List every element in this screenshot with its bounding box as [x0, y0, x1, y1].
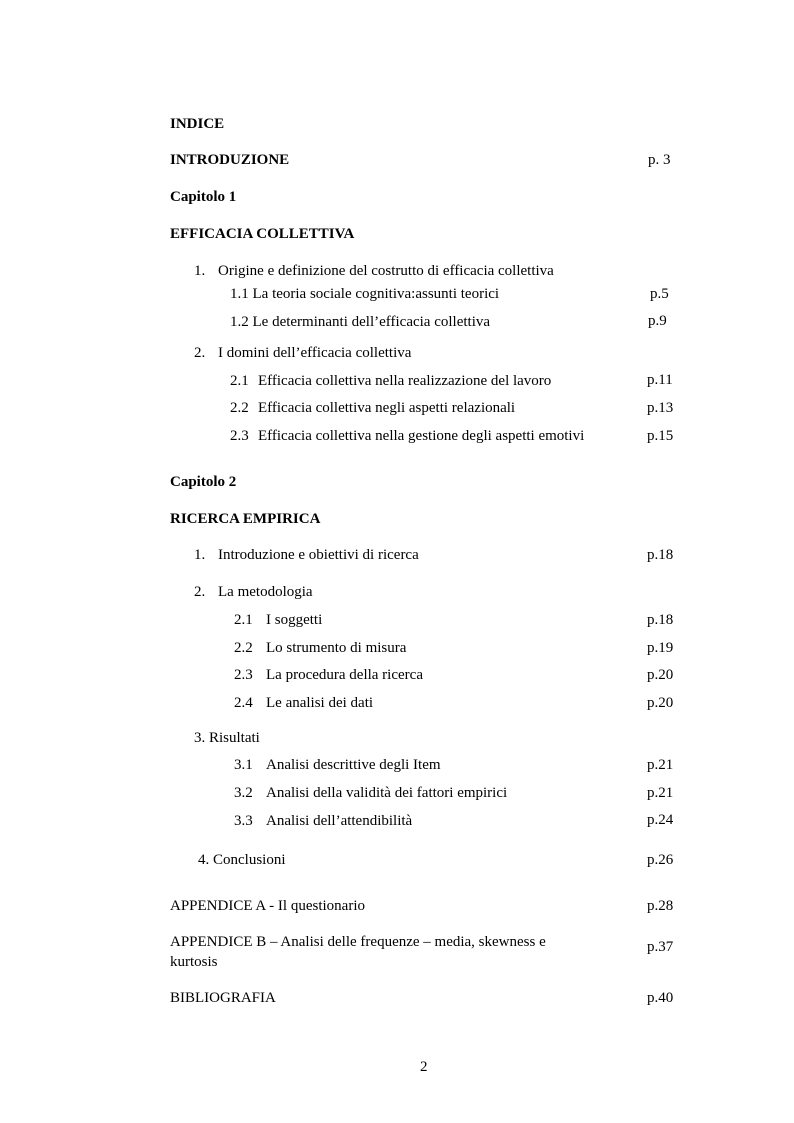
- ch2-s2-sub4-label: Le analisi dei dati: [266, 695, 374, 711]
- ch2-s2-num: 2.: [194, 584, 206, 600]
- ch1-s2-label: I domini dell’efficacia collettiva: [218, 345, 412, 361]
- appendix-b-page: p.37: [647, 939, 674, 955]
- bibliography-page: p.40: [647, 990, 674, 1006]
- ch2-s2-sub3-page: p.20: [647, 667, 674, 683]
- ch2-s2-sub2-page: p.19: [647, 640, 674, 656]
- ch1-s2-sub3-num: 2.3: [230, 428, 249, 444]
- ch2-s2-sub2-num: 2.2: [234, 640, 253, 656]
- ch1-s2-sub2-label: Efficacia collettiva negli aspetti relazionali: [258, 400, 516, 416]
- ch2-s2-sub3-num: 2.3: [234, 667, 253, 683]
- ch2-s4-label: 4. Conclusioni: [198, 852, 286, 868]
- ch1-s2-sub1-page: p.11: [647, 372, 673, 388]
- ch2-s2-sub3-label: La procedura della ricerca: [266, 667, 423, 683]
- ch1-s1-sub1-page: p.5: [650, 286, 669, 302]
- appendix-b-line1: APPENDICE B – Analisi delle frequenze – media, skewness e: [170, 934, 546, 950]
- toc-introduction-label: INTRODUZIONE: [170, 152, 290, 168]
- ch2-s2-sub4-page: p.20: [647, 695, 674, 711]
- ch2-s2-sub4-num: 2.4: [234, 695, 253, 711]
- ch2-s1-label: Introduzione e obiettivi di ricerca: [218, 547, 419, 563]
- ch1-s2-sub3-page: p.15: [647, 428, 674, 444]
- ch1-s1-num: 1.: [194, 263, 206, 279]
- ch2-s3-sub3-page: p.24: [647, 812, 674, 828]
- ch1-s1-label: Origine e definizione del costrutto di efficacia collettiva: [218, 263, 554, 279]
- appendix-a-page: p.28: [647, 898, 674, 914]
- ch2-s3-sub3-num: 3.3: [234, 813, 253, 829]
- chapter2-label: Capitolo 2: [170, 474, 237, 490]
- ch2-s3-label: 3. Risultati: [194, 730, 260, 746]
- chapter2-title: RICERCA EMPIRICA: [170, 511, 321, 527]
- ch2-s2-sub2-label: Lo strumento di misura: [266, 640, 407, 656]
- index-title: INDICE: [170, 116, 225, 132]
- ch2-s1-page: p.18: [647, 547, 674, 563]
- ch2-s3-sub1-num: 3.1: [234, 757, 253, 773]
- ch1-s2-sub2-num: 2.2: [230, 400, 249, 416]
- ch2-s2-sub1-page: p.18: [647, 612, 674, 628]
- chapter1-title: EFFICACIA COLLETTIVA: [170, 226, 355, 242]
- ch2-s2-label: La metodologia: [218, 584, 313, 600]
- ch2-s3-sub2-num: 3.2: [234, 785, 253, 801]
- ch2-s1-num: 1.: [194, 547, 206, 563]
- ch1-s2-sub1-label: Efficacia collettiva nella realizzazione del lavoro: [258, 373, 552, 389]
- ch1-s1-sub1-label: 1.1 La teoria sociale cognitiva:assunti teorici: [230, 286, 500, 302]
- ch1-s2-sub3-label: Efficacia collettiva nella gestione degli aspetti emotivi: [258, 428, 585, 444]
- ch1-s1-sub2-page: p.9: [648, 313, 667, 329]
- ch1-s2-num: 2.: [194, 345, 206, 361]
- chapter1-label: Capitolo 1: [170, 189, 237, 205]
- toc-introduction-page: p. 3: [648, 152, 671, 168]
- appendix-b-line2: kurtosis: [170, 954, 218, 970]
- ch2-s2-sub1-label: I soggetti: [266, 612, 323, 628]
- bibliography-label: BIBLIOGRAFIA: [170, 990, 276, 1006]
- page-number: 2: [420, 1059, 428, 1075]
- ch2-s3-sub2-page: p.21: [647, 785, 674, 801]
- ch2-s3-sub1-label: Analisi descrittive degli Item: [266, 757, 441, 773]
- ch1-s2-sub2-page: p.13: [647, 400, 674, 416]
- ch2-s3-sub1-page: p.21: [647, 757, 674, 773]
- ch2-s4-page: p.26: [647, 852, 674, 868]
- ch2-s3-sub2-label: Analisi della validità dei fattori empirici: [266, 785, 508, 801]
- ch1-s1-sub2-label: 1.2 Le determinanti dell’efficacia collettiva: [230, 314, 491, 330]
- appendix-a-label: APPENDICE A - Il questionario: [170, 898, 365, 914]
- ch1-s2-sub1-num: 2.1: [230, 373, 249, 389]
- ch2-s3-sub3-label: Analisi dell’attendibilità: [266, 813, 413, 829]
- ch2-s2-sub1-num: 2.1: [234, 612, 253, 628]
